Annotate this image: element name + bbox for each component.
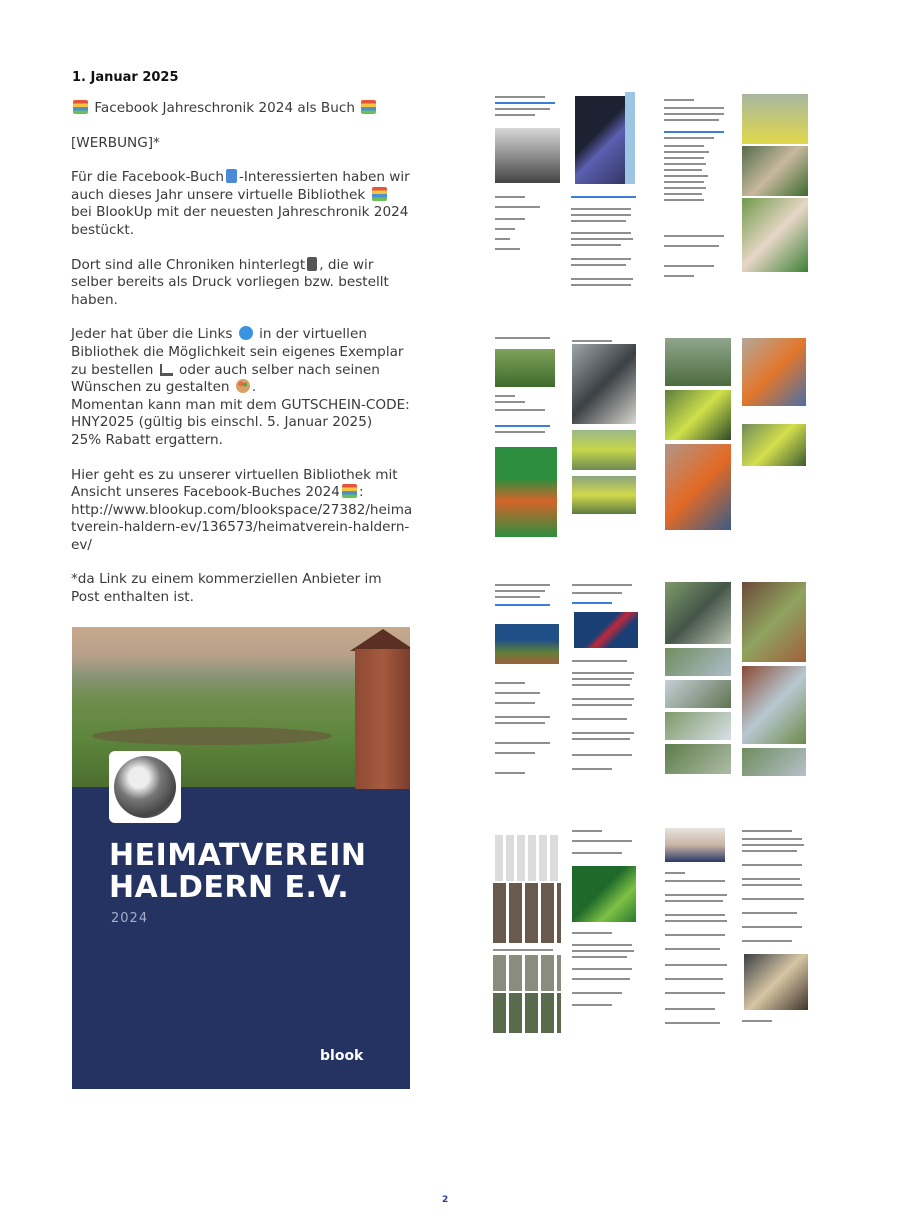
books-icon	[372, 187, 387, 201]
cover-field-path	[92, 727, 332, 745]
page-thumbnail	[742, 338, 808, 468]
page-thumbnail	[487, 825, 567, 1045]
books-icon	[361, 100, 376, 114]
voucher-text: Momentan kann man mit dem GUTSCHEIN-CODE: HNY2025 (gültig bis einschl. 5. Januar 2025)	[71, 396, 410, 431]
discount-text: 25% Rabatt ergattern.	[71, 431, 223, 448]
para4-text-b: :	[358, 484, 364, 501]
club-logo	[109, 751, 181, 823]
para3-text-c: oder auch selber nach seinen Wünschen zu gestalten	[71, 361, 380, 396]
footnote: *da Link zu einem kommerziellen Anbieter im Post enthalten ist.	[71, 571, 382, 606]
books-icon	[73, 100, 88, 114]
page-thumbnail	[493, 582, 563, 792]
infinity-icon	[239, 326, 253, 340]
shopping-cart-icon	[160, 364, 173, 376]
para3-text-b: in der virtuellen Bibliothek die Möglichkeit sein eigenes Exemplar zu bestellen	[71, 326, 404, 378]
page-thumbnail	[665, 828, 735, 1038]
cover-tower	[355, 649, 410, 789]
para1-text-a: Für die Facebook-Buch	[71, 169, 225, 186]
blook-logo: blook	[320, 1048, 364, 1064]
headline	[71, 100, 413, 118]
para2-text-a: Dort sind alle Chroniken hinterlegt	[71, 256, 306, 273]
cover-tower-roof	[350, 629, 410, 651]
page-thumbnail	[570, 828, 640, 1028]
page-thumbnail	[665, 582, 733, 777]
post-text	[71, 100, 413, 624]
page-thumbnail	[487, 88, 567, 303]
page-thumbnail	[567, 88, 647, 303]
paragraph-2	[71, 257, 413, 310]
cover-title: HEIMATVEREIN HALDERN E.V.	[109, 838, 367, 905]
page-thumbnail	[740, 92, 812, 274]
page-thumbnail	[742, 828, 812, 1043]
para2-text-b: , die wir selber bereits als Druck vorliegen bzw. bestellt haben.	[71, 256, 389, 308]
page-thumbnail	[493, 335, 563, 545]
para1-text-b: -Interessierten haben wir auch dieses Jahr unsere virtuelle Bibliothek	[71, 169, 410, 203]
blue-book-icon	[226, 169, 237, 183]
library-link[interactable]: http://www.blookup.com/blookspace/27382/heimatverein-haldern-ev/136573/heimatverein-haldern-ev/	[71, 501, 413, 553]
paragraph-4	[71, 467, 413, 555]
post-date: 1. Januar 2025	[72, 70, 179, 85]
paragraph-3	[71, 326, 413, 449]
page-thumbnail	[570, 582, 640, 792]
para3-text-a: Jeder hat über die Links	[71, 326, 233, 343]
books-icon	[342, 484, 357, 498]
para3-text-d: .	[251, 379, 257, 396]
para4-text-a: Hier geht es zu unserer virtuellen Bibliothek mit Ansicht unseres Facebook-Buches 2024	[71, 466, 398, 501]
club-emblem	[114, 756, 176, 818]
headline-text: Facebook Jahreschronik 2024 als Buch	[94, 100, 355, 116]
paragraph-1	[71, 169, 413, 239]
page-thumbnail	[660, 95, 735, 300]
grey-book-icon	[307, 257, 317, 271]
para1-text-c: bei BlookUp mit der neuesten Jahreschronik 2024 bestückt.	[71, 204, 409, 238]
page-thumbnail	[570, 338, 640, 538]
cover-year: 2024	[111, 911, 149, 926]
page-thumbnail	[665, 338, 733, 538]
book-cover	[72, 627, 410, 1089]
werbung-label: [WERBUNG]*	[71, 134, 160, 151]
palette-icon	[236, 379, 250, 393]
page-number: 2	[442, 1195, 449, 1205]
page-thumbnail	[742, 582, 808, 777]
